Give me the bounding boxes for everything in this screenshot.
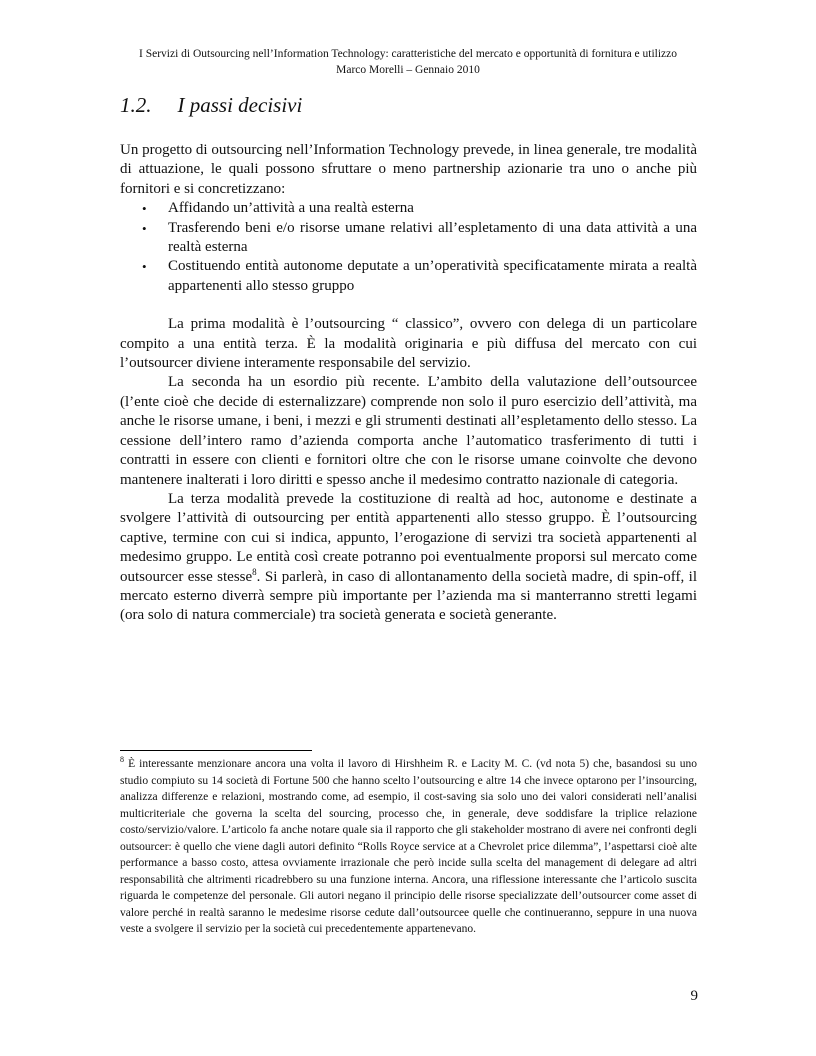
section-heading [120,93,302,118]
section-number: 1.2. [120,93,152,117]
footnote-text: È interessante menzionare ancora una volta il lavoro di Hirshheim R. e Lacity M. C. (vd nota 5) che, basandosi su uno studio compiuto su 14 società di Fortune 500 che hanno scelto l’outsourcing e altre 14 che invece optarono per l’insourcing, analizza differenze e relazioni, mostrando come, ad esempio, il cost-saving sia solo uno dei valori considerati nell’analisi multicriteriale che governa la scelta del sourcing, processo che, in generale, deve soddisfare la triplice relazione costo/servizio/valore. L’articolo fa anche notare quale sia il rapporto che gli stakeholder mostrano di avere nei confronti degli outsourcer: è quello che viene dagli autori definito “Rolls Royce service at a Chevrolet price dilemma”, l’aspettarsi cioè alte performance a basso costo, attesa ovviamente irrazionale che però incide sulla scelta del management di delegare ad altri responsabilità che altrimenti ricadrebbero su una funzione interna. Ancora, una riflessione interessante che l’articolo suscita riguarda le competenze del personale. Gli autori negano il principio delle risorse specializzate dell’outsourcer come asset di valore perché in realtà saranno le medesime risorse cedute dall’outsourcee quelle che continueranno, seppure in una nuova veste a svolgere il servizio per la società cui precedentemente appartenevano. [120,758,697,935]
list-item: • Costituendo entità autonome deputate a un’operatività specificatamente mirata a realtà appartenenti allo stesso gruppo [168,257,697,296]
footnote-marker: 8 [120,755,124,764]
list-item: • Affidando un’attività a una realtà esterna [168,199,697,218]
header-title: I Servizi di Outsourcing nell’Information Technology: caratteristiche del mercato e opportunità di fornitura e utilizzo [138,48,678,60]
paragraph-third-modality [120,490,697,626]
running-header [118,46,698,78]
modality-list [120,199,697,296]
footnote-reference[interactable]: 8 [252,566,257,577]
page-number: 9 [690,988,698,1004]
intro-paragraph: Un progetto di outsourcing nell’Information Technology prevede, in linea generale, tre modalità di attuazione, le quali possono sfruttare o meno partnership azionarie tra uno o anche più fornitori e si concretizzano: [120,142,697,197]
header-author-date: Marco Morelli – Gennaio 2010 [336,64,480,76]
paragraph-text: La terza modalità prevede la costituzione di realtà ad hoc, autonome e destinate a svolgere l’attività di outsourcing per entità appartenenti allo stesso gruppo. È l’outsourcing captive, termine con cui si indica, appunto, l’erogazione di servizi tra società appartenenti al medesimo gruppo. Le entità così create potranno poi eventualmente proporsi sul mercato come outsourcer esse stesse [120,490,697,585]
list-item: • Trasferendo beni e/o risorse umane relativi all’espletamento di una data attività a una realtà esterna [168,219,697,258]
paragraph-second-modality: La seconda ha un esordio più recente. L’ambito della valutazione dell’outsourcee (l’ente cioè che decide di esternalizzare) comprende non solo il puro esercizio dell’attività, ma anche le risorse umane, i beni, i mezzi e gli strumenti destinati all’espletamento dello stesso. La cessione dell’intero ramo d’azienda comporta anche l’automatico trasferimento di tutti i contratti in essere con clienti e fornitori oltre che con le risorse umane coinvolte che devono mantenere inalterati i loro diritti e spesso anche il medesimo contratto nazionale di categoria. [120,374,697,488]
footnote [120,756,697,938]
body-text [120,141,697,626]
footnote-separator [120,750,312,751]
paragraph-text: . Si parlerà, in caso di allontanamento della società madre, di spin-off, il mercato esterno diverrà sempre più importante per l’azienda ma si manterranno stretti legami (ora solo di natura commerciale) tra società generata e società generante. [120,568,698,624]
section-title: I passi decisivi [177,93,303,117]
paragraph-gap [120,296,697,315]
paragraph-first-modality: La prima modalità è l’outsourcing “ classico”, ovvero con delega di un particolare compito a una entità terza. È la modalità originaria e più diffusa del mercato con cui l’outsourcer diviene interamente responsabile del servizio. [120,316,697,372]
